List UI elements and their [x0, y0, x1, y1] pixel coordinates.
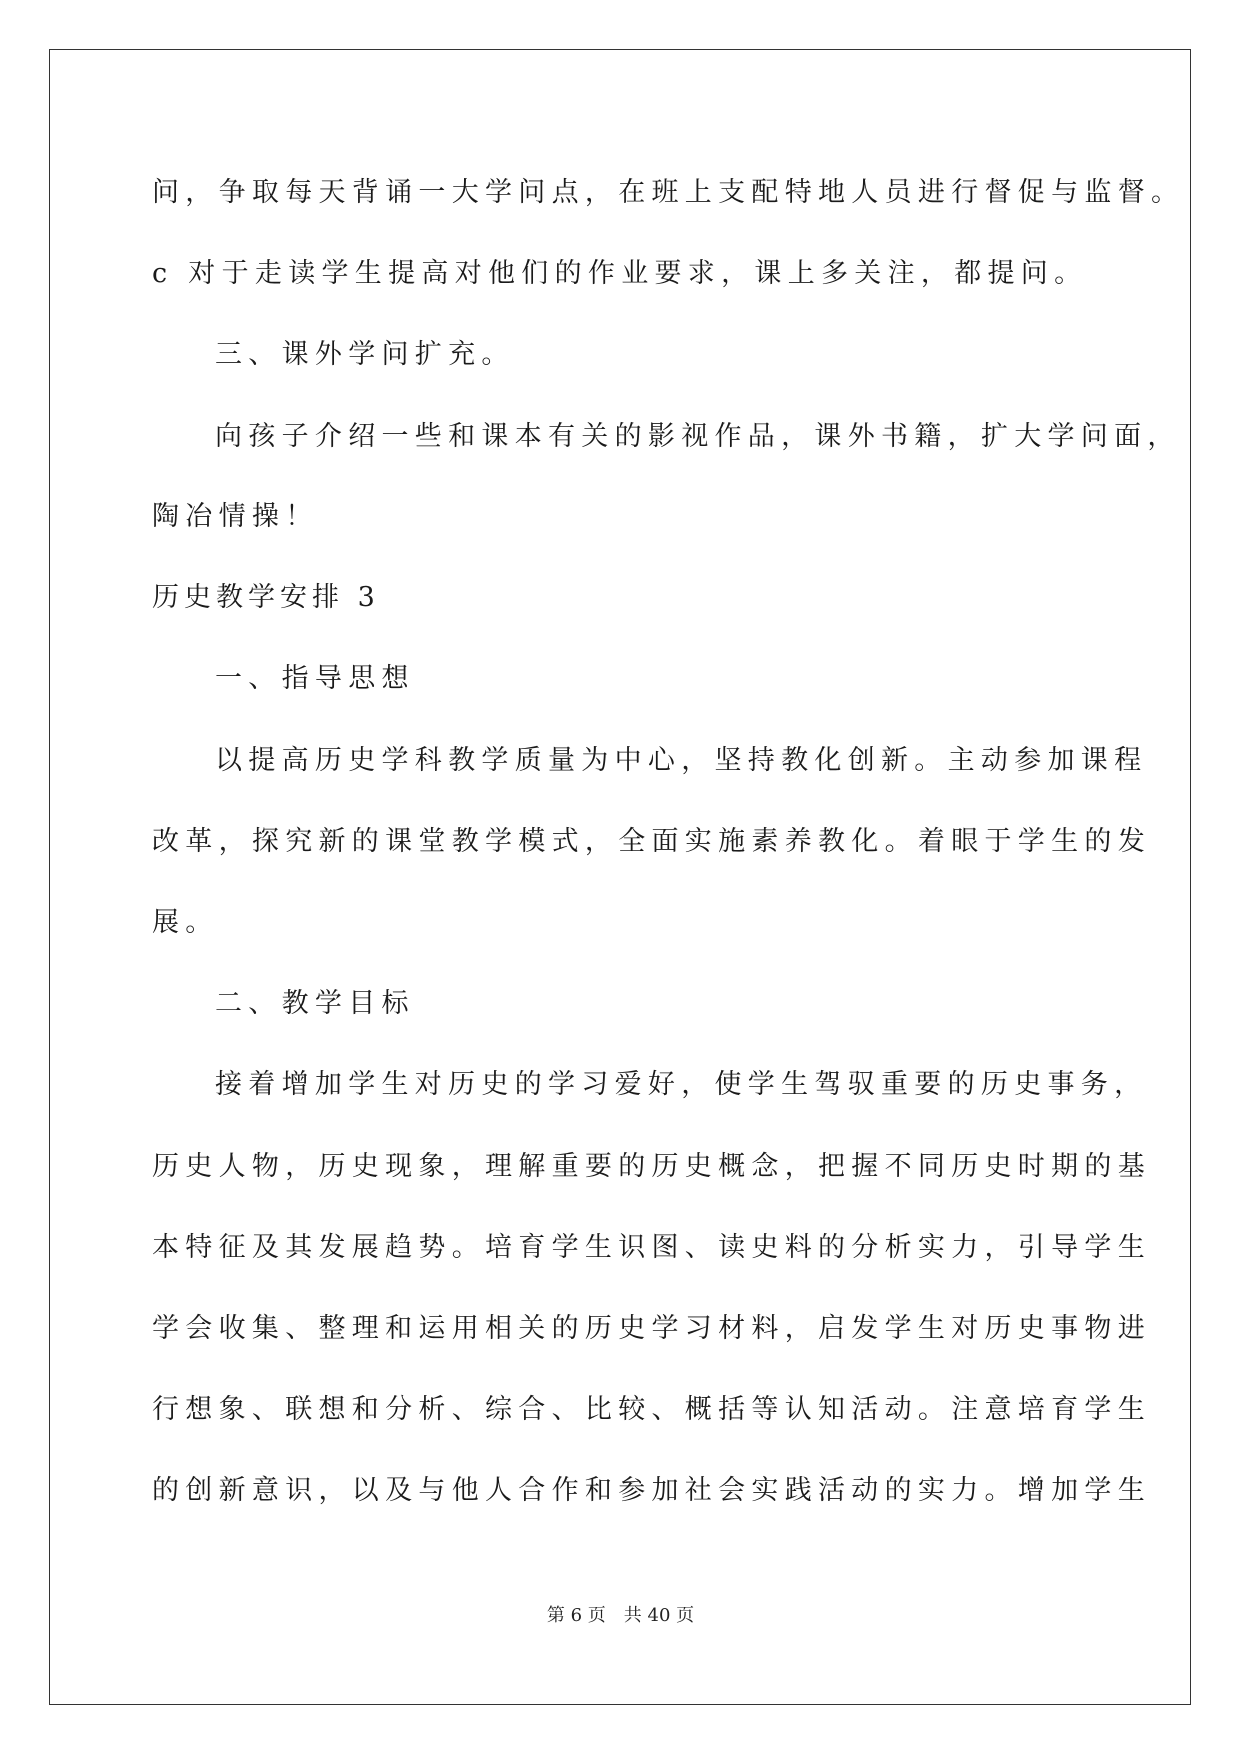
- text-line: 以提高历史学科教学质量为中心，坚持教化创新。主动参加课程: [215, 745, 1148, 776]
- section-heading: 一、指导思想: [215, 663, 415, 694]
- document-title: 历史教学安排 3: [152, 582, 380, 613]
- text-line: 陶冶情操！: [152, 501, 319, 532]
- text-line: 接着增加学生对历史的学习爱好，使学生驾驭重要的历史事务，: [215, 1069, 1148, 1100]
- page-number: 第 6 页: [546, 1605, 606, 1626]
- page-border: [49, 49, 1191, 1705]
- text-line: 展。: [152, 907, 219, 938]
- section-heading: 二、教学目标: [215, 988, 415, 1019]
- text-line: 向孩子介绍一些和课本有关的影视作品，课外书籍，扩大学问面，: [215, 421, 1181, 452]
- text-line: 历史人物，历史现象，理解重要的历史概念，把握不同历史时期的基: [152, 1151, 1151, 1182]
- text-line: c 对于走读学生提高对他们的作业要求，课上多关注，都提问。: [152, 258, 1088, 289]
- text-line: 问，争取每天背诵一大学问点，在班上支配特地人员进行督促与监督。: [152, 177, 1185, 208]
- text-line: 学会收集、整理和运用相关的历史学习材料，启发学生对历史事物进: [152, 1313, 1151, 1344]
- text-line: 行想象、联想和分析、综合、比较、概括等认知活动。注意培育学生: [152, 1394, 1151, 1425]
- page-footer: [0, 1604, 1241, 1628]
- page-total: 共 40 页: [623, 1605, 695, 1626]
- text-line: 改革，探究新的课堂教学模式，全面实施素养教化。着眼于学生的发: [152, 826, 1151, 857]
- text-line: 本特征及其发展趋势。培育学生识图、读史料的分析实力，引导学生: [152, 1232, 1151, 1263]
- section-heading: 三、课外学问扩充。: [215, 339, 515, 370]
- text-line: 的创新意识，以及与他人合作和参加社会实践活动的实力。增加学生: [152, 1475, 1151, 1506]
